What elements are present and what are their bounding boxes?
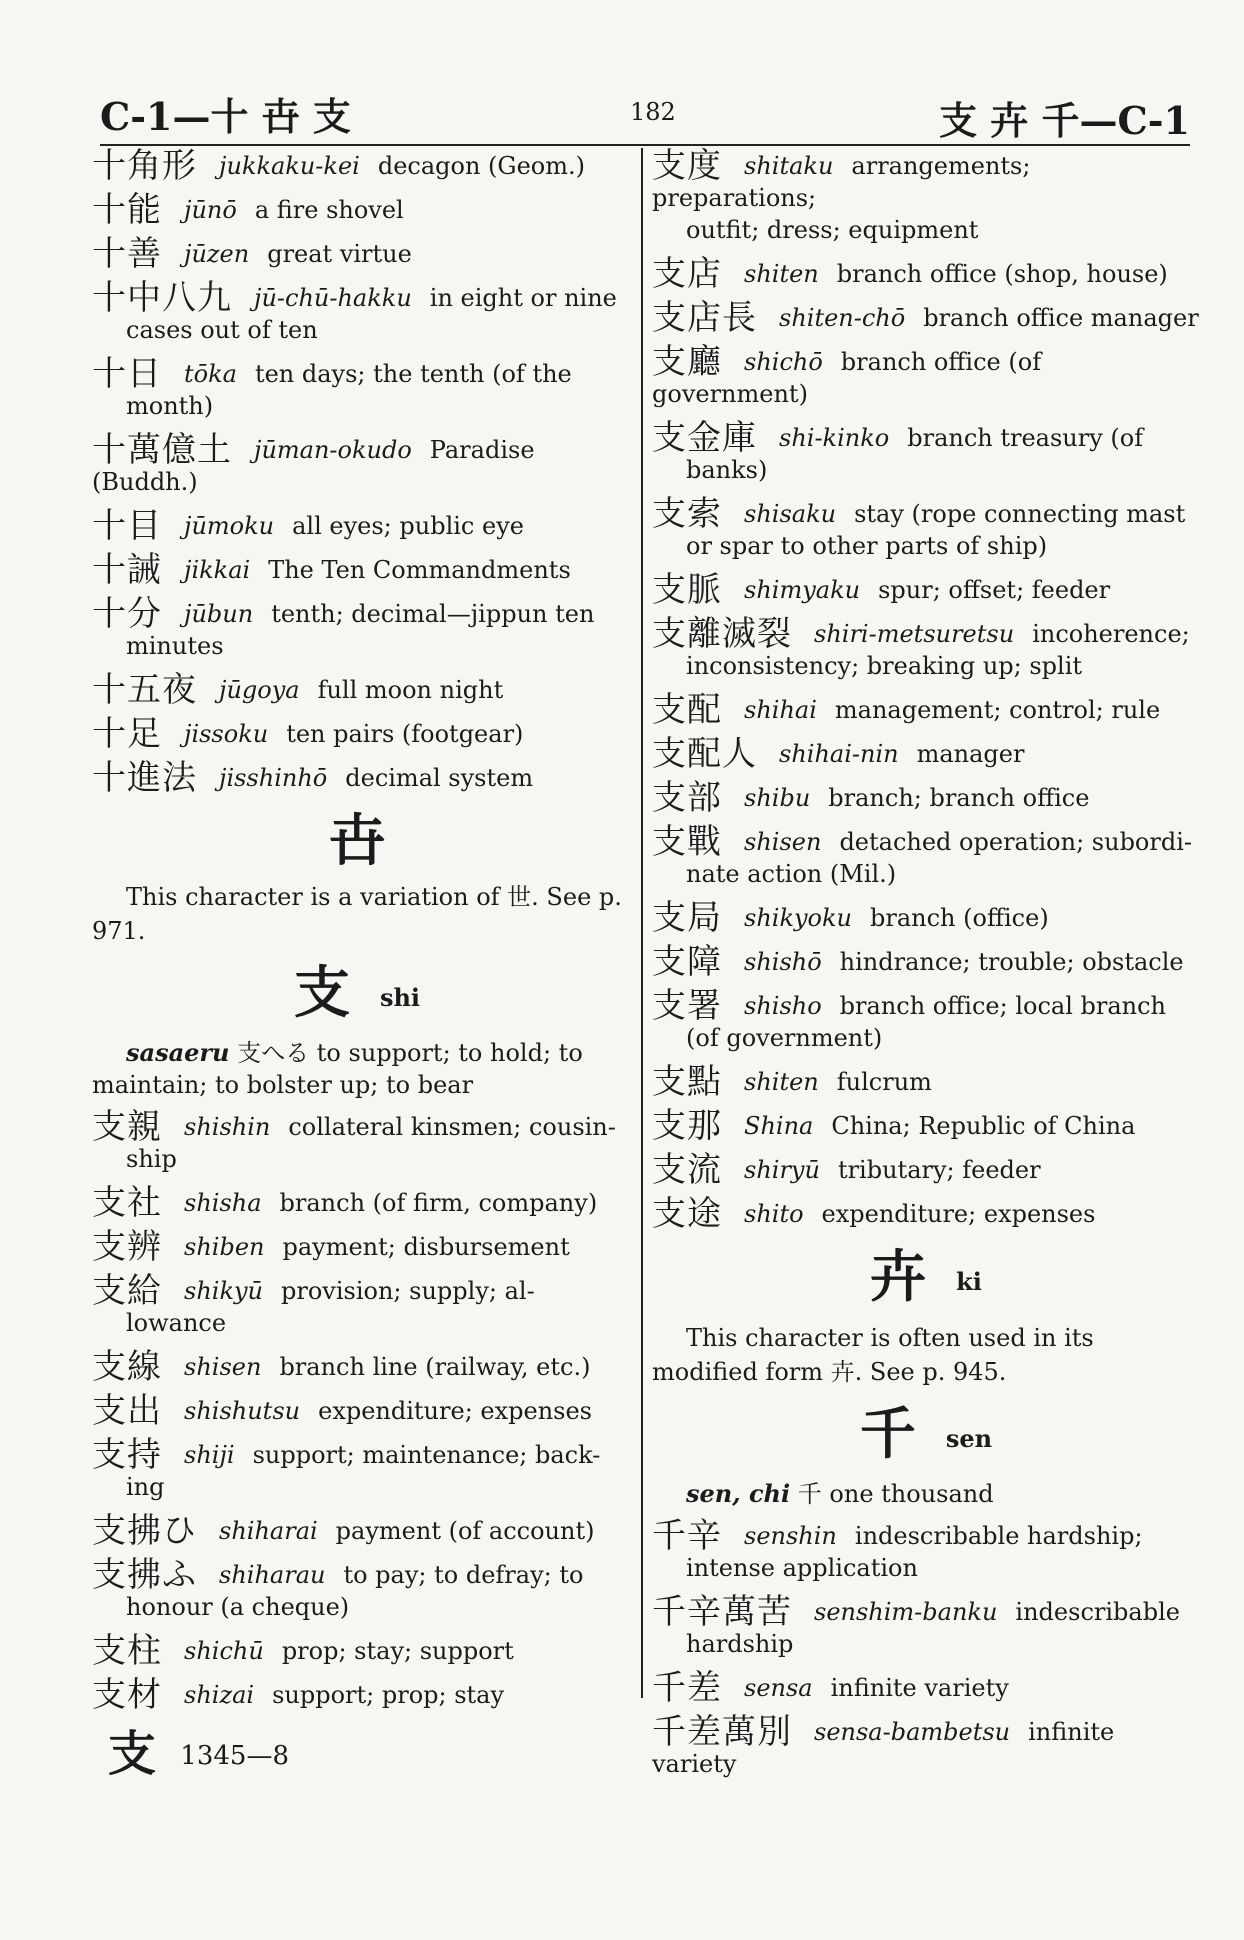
entry-headword: 十進法: [92, 758, 197, 798]
section-character: 千: [859, 1401, 916, 1467]
entry-romaji: jūzen: [184, 240, 250, 268]
entry-continuation: hardship: [686, 1630, 794, 1658]
dictionary-entry: [652, 986, 1200, 1054]
entry-romaji: shiten-chō: [779, 304, 906, 332]
entry-romaji: shichū: [184, 1637, 264, 1665]
entry-definition: ten pairs (footgear): [286, 720, 524, 748]
entry-headword: 十日: [92, 354, 162, 394]
dictionary-entry: [92, 1347, 622, 1387]
entry-continuation: (of government): [686, 1024, 883, 1052]
entry-definition: support; prop; stay: [272, 1681, 505, 1709]
entry-romaji: shitaku: [744, 152, 834, 180]
dictionary-entry: [652, 1668, 1200, 1708]
entry-definition: branch treasury (of: [907, 424, 1144, 452]
entry-romaji: shishin: [184, 1113, 271, 1141]
entry-headword: 支給: [92, 1271, 162, 1311]
entry-headword: 千差: [652, 1668, 722, 1708]
entry-headword: 支金庫: [652, 418, 757, 458]
entry-definition: China; Republic of China: [831, 1112, 1136, 1140]
entry-continuation: month): [126, 392, 214, 420]
entry-headword: 支索: [652, 494, 722, 534]
entry-romaji: jissoku: [184, 720, 269, 748]
page-header: [100, 82, 1190, 146]
entry-romaji: shiharau: [219, 1561, 326, 1589]
kun-romaji: sasaeru: [126, 1038, 230, 1067]
entry-romaji: shisaku: [744, 500, 837, 528]
dictionary-entry: [92, 234, 622, 274]
entry-list: [92, 1107, 622, 1715]
entry-continuation: honour (a cheque): [126, 1593, 350, 1621]
section-note: This character is a variation of 世. See p. 971.: [92, 883, 622, 945]
left-column: [92, 146, 622, 1723]
entry-definition: branch office (of government): [652, 348, 1042, 408]
entry-romaji: jūmoku: [184, 512, 275, 540]
entry-definition: full moon night: [317, 676, 504, 704]
entry-list: [652, 146, 1200, 1234]
section-heading: [92, 806, 622, 876]
entry-definition: management; control; rule: [834, 696, 1161, 724]
entry-romaji: shisen: [184, 1353, 262, 1381]
dictionary-entry: [92, 714, 622, 754]
entry-romaji: shiji: [184, 1441, 235, 1469]
dictionary-entry: [92, 1435, 622, 1503]
entry-romaji: shishutsu: [184, 1397, 301, 1425]
entry-romaji: shisho: [744, 992, 822, 1020]
entry-headword: 十善: [92, 234, 162, 274]
entry-headword: 十角形: [92, 146, 197, 186]
dictionary-entry: [92, 1555, 622, 1623]
entry-list: [652, 1516, 1200, 1780]
kun-definition: to support; to hold; to maintain; to bolster up; to bear: [92, 1039, 583, 1099]
dictionary-entry: [652, 898, 1200, 938]
dictionary-entry: [92, 354, 622, 422]
entry-definition: payment; disbursement: [282, 1233, 570, 1261]
dictionary-entry: [652, 570, 1200, 610]
entry-continuation: lowance: [126, 1309, 227, 1337]
dictionary-entry: [652, 822, 1200, 890]
entry-romaji: shikyū: [184, 1277, 264, 1305]
entry-headword: 支配人: [652, 734, 757, 774]
dictionary-entry: [652, 1592, 1200, 1660]
entry-definition: branch; branch office: [828, 784, 1090, 812]
dictionary-entry: [652, 494, 1200, 562]
entry-definition: incoherence;: [1032, 620, 1190, 648]
dictionary-entry: [652, 734, 1200, 774]
entry-definition: expenditure; expenses: [318, 1397, 592, 1425]
entry-romaji: jū-chū-hakku: [254, 284, 412, 312]
entry-romaji: jisshinhō: [219, 764, 328, 792]
entry-romaji: shisen: [744, 828, 822, 856]
entry-headword: 支線: [92, 1347, 162, 1387]
entry-headword: 支柱: [92, 1631, 162, 1671]
entry-romaji: shiten: [744, 260, 819, 288]
entry-definition: branch office (shop, house): [836, 260, 1168, 288]
dictionary-entry: [652, 614, 1200, 682]
dictionary-entry: [652, 298, 1200, 338]
kun-romaji: sen, chi: [686, 1479, 791, 1508]
entry-romaji: jūbun: [184, 600, 254, 628]
entry-definition: a fire shovel: [254, 196, 404, 224]
entry-headword: 支店長: [652, 298, 757, 338]
entry-definition: prop; stay; support: [281, 1637, 514, 1665]
entry-definition: infinite variety: [830, 1674, 1009, 1702]
entry-headword: 千辛: [652, 1516, 722, 1556]
section-reading: shi: [379, 983, 421, 1012]
entry-headword: 千差萬別: [652, 1712, 792, 1752]
dictionary-entry: [92, 190, 622, 230]
entry-headword: 十萬億土: [92, 430, 232, 470]
entry-romaji: jūman-okudo: [254, 436, 412, 464]
entry-definition: indescribable hardship;: [854, 1522, 1143, 1550]
entry-headword: 支點: [652, 1062, 722, 1102]
dictionary-entry: [92, 1227, 622, 1267]
entry-headword: 支拂ひ: [92, 1511, 197, 1551]
header-left: C-1—十 卋 支: [100, 94, 351, 139]
entry-definition: provision; supply; al-: [281, 1277, 535, 1305]
entry-romaji: shishō: [744, 948, 822, 976]
entry-romaji: Shina: [744, 1112, 814, 1140]
kun-kana: 千: [797, 1480, 822, 1508]
entry-headword: 支戰: [652, 822, 722, 862]
entry-headword: 支持: [92, 1435, 162, 1475]
section-character: 卋: [329, 808, 385, 874]
entry-headword: 支脈: [652, 570, 722, 610]
entry-headword: 十足: [92, 714, 162, 754]
dictionary-entry: [92, 1271, 622, 1339]
entry-headword: 支那: [652, 1106, 722, 1146]
entry-headword: 支社: [92, 1183, 162, 1223]
dictionary-entry: [652, 1106, 1200, 1146]
header-right: 支 卉 千—C-1: [939, 98, 1190, 143]
dictionary-entry: [652, 1712, 1200, 1780]
entry-romaji: shihai-nin: [779, 740, 899, 768]
entry-headword: 支出: [92, 1391, 162, 1431]
entry-definition: spur; offset; feeder: [878, 576, 1111, 604]
entry-definition: ten days; the tenth (of the: [254, 360, 572, 388]
entry-romaji: shimyaku: [744, 576, 861, 604]
dictionary-entry: [652, 254, 1200, 294]
entry-romaji: shiben: [184, 1233, 265, 1261]
entry-headword: 支材: [92, 1675, 162, 1715]
dictionary-entry: [652, 690, 1200, 730]
section-reading: sen: [945, 1424, 993, 1453]
entry-headword: 千辛萬苦: [652, 1592, 792, 1632]
entry-definition: branch office manager: [923, 304, 1199, 332]
dictionary-entry: [652, 942, 1200, 982]
entry-definition: payment (of account): [335, 1517, 595, 1545]
entry-headword: 十五夜: [92, 670, 197, 710]
entry-headword: 支配: [652, 690, 722, 730]
right-column: [652, 146, 1200, 1792]
entry-romaji: jūgoya: [219, 676, 300, 704]
entry-headword: 支部: [652, 778, 722, 818]
entry-headword: 支度: [652, 146, 722, 186]
kun-reading: [652, 1478, 1200, 1510]
entry-romaji: shi-kinko: [779, 424, 890, 452]
dictionary-entry: [92, 278, 622, 346]
entry-definition: arrangements; preparations;: [652, 152, 1031, 212]
entry-definition: to pay; to defray; to: [343, 1561, 584, 1589]
entry-headword: 支流: [652, 1150, 722, 1190]
entry-romaji: shiryū: [744, 1156, 820, 1184]
entry-headword: 支局: [652, 898, 722, 938]
entry-headword: 十能: [92, 190, 162, 230]
entry-definition: great virtue: [267, 240, 412, 268]
entry-continuation: inconsistency; breaking up; split: [686, 652, 1083, 680]
entry-continuation: minutes: [126, 632, 224, 660]
dictionary-entry: [652, 418, 1200, 486]
dictionary-entry: [652, 1062, 1200, 1102]
column-divider: [641, 148, 643, 1698]
entry-headword: 支途: [652, 1194, 722, 1234]
entry-headword: 支障: [652, 942, 722, 982]
dictionary-entry: [92, 430, 622, 498]
section-heading: [652, 1399, 1200, 1474]
entry-romaji: shibu: [744, 784, 811, 812]
kun-definition: one thousand: [829, 1480, 994, 1508]
entry-headword: 支署: [652, 986, 722, 1026]
dictionary-entry: [92, 1631, 622, 1671]
entry-romaji: shiten: [744, 1068, 819, 1096]
entry-romaji: sensa-bambetsu: [814, 1718, 1011, 1746]
entry-definition: branch (of firm, company): [279, 1189, 598, 1217]
entry-definition: The Ten Commandments: [268, 556, 571, 584]
entry-romaji: jikkai: [184, 556, 251, 584]
entry-definition: branch line (railway, etc.): [279, 1353, 591, 1381]
dictionary-entry: [92, 1675, 622, 1715]
entry-definition: all eyes; public eye: [292, 512, 524, 540]
entry-definition: decimal system: [345, 764, 534, 792]
dictionary-entry: [92, 670, 622, 710]
dictionary-entry: [92, 1391, 622, 1431]
entry-romaji: shito: [744, 1200, 804, 1228]
entry-headword: 支廳: [652, 342, 722, 382]
entry-headword: 支離滅裂: [652, 614, 792, 654]
kun-kana: 支へる: [237, 1039, 310, 1067]
section-note: This character is often used in its modified form 卉. See p. 945.: [652, 1324, 1094, 1386]
entry-definition: expenditure; expenses: [821, 1200, 1096, 1228]
dictionary-entry: [652, 1516, 1200, 1584]
section-heading: [92, 958, 622, 1033]
section-character: 支: [293, 960, 350, 1026]
entry-headword: 支親: [92, 1107, 162, 1147]
dictionary-entry: [92, 1183, 622, 1223]
entry-romaji: shiri-metsuretsu: [814, 620, 1015, 648]
dictionary-entry: [92, 758, 622, 798]
entry-continuation: intense application: [686, 1554, 918, 1582]
entry-definition: tenth; decimal—jippun ten: [271, 600, 595, 628]
dictionary-entry: [92, 146, 622, 186]
dictionary-entry: [92, 1107, 622, 1175]
entry-continuation: ship: [126, 1145, 177, 1173]
entry-continuation: cases out of ten: [126, 316, 318, 344]
entry-headword: 支店: [652, 254, 722, 294]
entry-list: [92, 146, 622, 798]
entry-definition: branch (office): [870, 904, 1049, 932]
entry-definition: hindrance; trouble; obstacle: [839, 948, 1184, 976]
entry-romaji: shizai: [184, 1681, 255, 1709]
entry-romaji: sensa: [744, 1674, 813, 1702]
dictionary-entry: [652, 1194, 1200, 1234]
entry-definition: detached operation; subordi-: [839, 828, 1192, 856]
dictionary-entry: [652, 342, 1200, 410]
kun-reading: [92, 1037, 622, 1101]
section-character: 卉: [870, 1244, 927, 1310]
dictionary-entry: [92, 506, 622, 546]
entry-headword: 支辨: [92, 1227, 162, 1267]
page-footer: [108, 1715, 289, 1784]
entry-headword: 十目: [92, 506, 162, 546]
entry-definition: fulcrum: [836, 1068, 932, 1096]
entry-continuation: ing: [126, 1473, 165, 1501]
entry-definition: stay (rope connecting mast: [854, 500, 1186, 528]
footer-number: 1345—8: [180, 1741, 289, 1771]
dictionary-entry: [652, 778, 1200, 818]
entry-definition: branch office; local branch: [839, 992, 1167, 1020]
entry-romaji: shihai: [744, 696, 817, 724]
dictionary-entry: [652, 146, 1200, 246]
dictionary-entry: [92, 550, 622, 590]
dictionary-entry: [652, 1150, 1200, 1190]
section-heading: [652, 1242, 1200, 1317]
entry-definition: decagon (Geom.): [377, 152, 585, 180]
entry-romaji: shiharai: [219, 1517, 318, 1545]
entry-continuation: outfit; dress; equipment: [686, 216, 979, 244]
entry-continuation: nate action (Mil.): [686, 860, 897, 888]
entry-romaji: jukkaku-kei: [219, 152, 360, 180]
entry-romaji: shikyoku: [744, 904, 852, 932]
entry-romaji: shisha: [184, 1189, 262, 1217]
entry-definition: indescribable: [1015, 1598, 1180, 1626]
entry-headword: 十誡: [92, 550, 162, 590]
entry-definition: manager: [916, 740, 1025, 768]
entry-romaji: shichō: [744, 348, 823, 376]
entry-continuation: banks): [686, 456, 768, 484]
entry-romaji: tōka: [184, 360, 237, 388]
footer-character: 支: [108, 1726, 157, 1782]
entry-definition: infinite variety: [652, 1718, 1115, 1778]
entry-definition: support; maintenance; back-: [252, 1441, 601, 1469]
entry-continuation: or spar to other parts of ship): [686, 532, 1048, 560]
entry-definition: Paradise (Buddh.): [92, 436, 535, 496]
entry-headword: 支拂ふ: [92, 1555, 197, 1595]
entry-headword: 十中八九: [92, 278, 232, 318]
entry-headword: 十分: [92, 594, 162, 634]
section-reading: ki: [956, 1267, 982, 1296]
dictionary-entry: [92, 594, 622, 662]
entry-romaji: senshin: [744, 1522, 837, 1550]
entry-romaji: senshim-banku: [814, 1598, 998, 1626]
dictionary-entry: [92, 1511, 622, 1551]
entry-definition: collateral kinsmen; cousin-: [288, 1113, 616, 1141]
page-number: 182: [630, 98, 676, 126]
entry-romaji: jūnō: [184, 196, 237, 224]
entry-definition: in eight or nine: [429, 284, 617, 312]
entry-definition: tributary; feeder: [837, 1156, 1041, 1184]
